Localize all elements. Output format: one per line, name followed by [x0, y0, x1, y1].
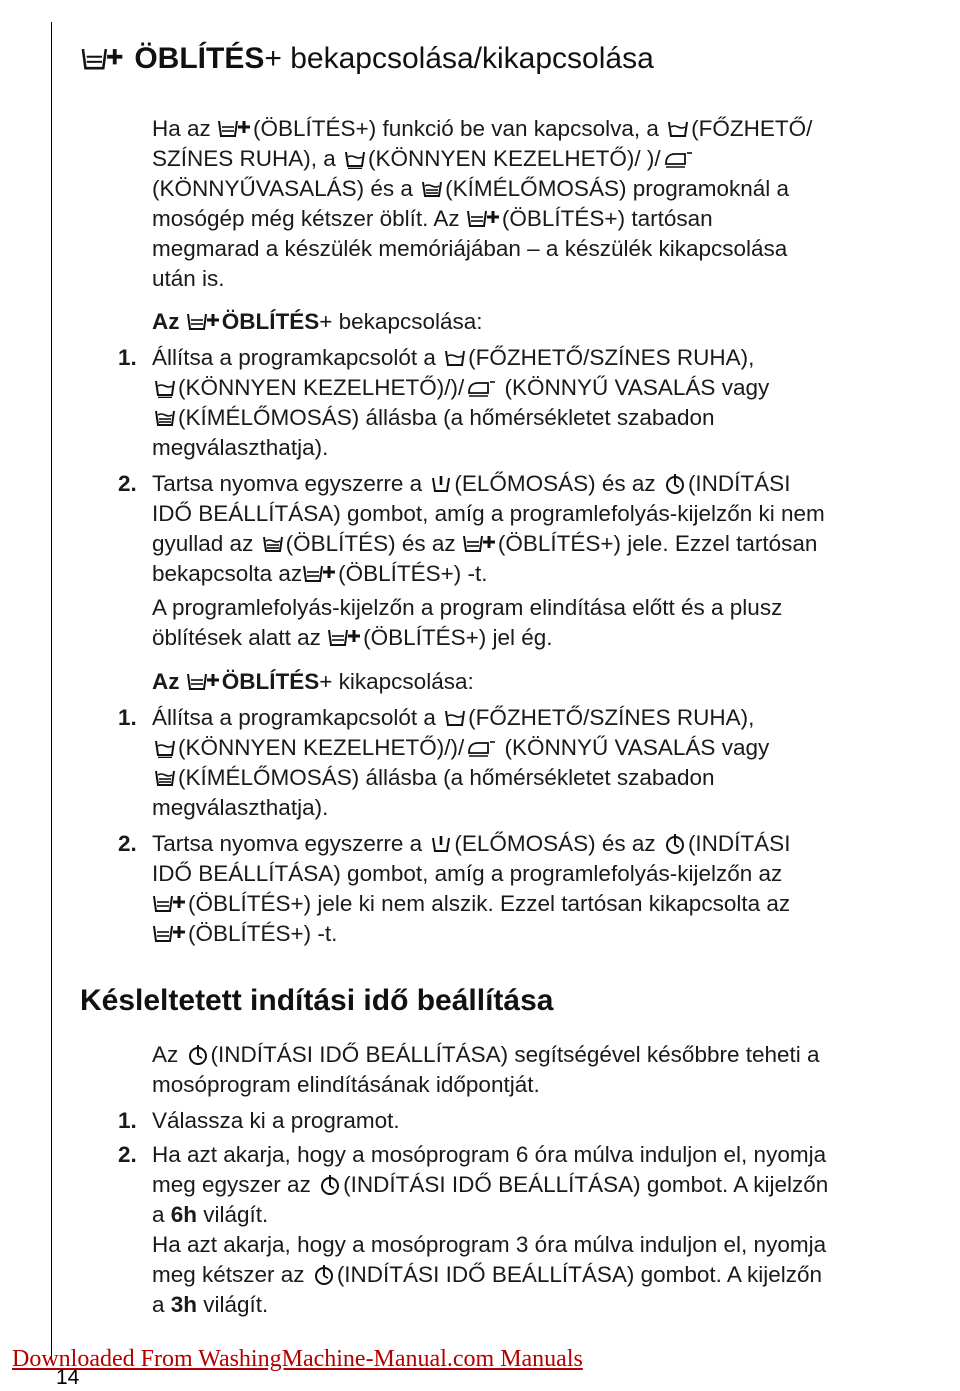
- text-line: megválaszthatja).: [152, 795, 329, 821]
- bold-value: 6h: [170, 1202, 198, 1228]
- easy-care-wash-icon: [344, 149, 366, 169]
- delay-start-icon: [319, 1175, 341, 1195]
- step-text: [152, 343, 938, 463]
- step-text: [152, 829, 938, 949]
- text-line: után is.: [152, 266, 225, 292]
- step-number: 1.: [118, 705, 137, 730]
- delay-start-icon: [664, 834, 686, 854]
- text-line: Válassza ki a programot.: [152, 1108, 400, 1133]
- step-number: 2.: [118, 831, 137, 856]
- easy-iron-icon: [663, 149, 693, 169]
- prewash-icon: [430, 474, 452, 494]
- rinse-plus-icon: [327, 626, 361, 648]
- step-number: 1.: [118, 1108, 137, 1133]
- text-line: Tartsa nyomva egyszerre a (ELŐMOSÁS) és az (INDÍTÁSI: [152, 471, 791, 496]
- subheading-rest: + kikapcsolása:: [319, 669, 474, 694]
- section2-intro: [152, 1040, 932, 1100]
- delicate-wash-icon: [154, 768, 176, 788]
- text-line: meg egyszer az (INDÍTÁSI IDŐ BEÁLLÍTÁSA) gombot. A kijelzőn: [152, 1172, 829, 1198]
- rinse-plus-icon: [302, 562, 336, 584]
- text-line: mosógép még kétszer öblít. Az (ÖBLÍTÉS+) tartósan: [152, 206, 713, 232]
- text-line: (KÖNNYEN KEZELHETŐ)/)/ (KÖNNYŰ VASALÁS vagy: [152, 733, 938, 763]
- delicate-wash-icon: [262, 534, 284, 554]
- step-text: [152, 469, 938, 589]
- bold-value: 3h: [170, 1292, 198, 1318]
- text-line: meg kétszer az (INDÍTÁSI IDŐ BEÁLLÍTÁSA) gombot. A kijelzőn: [152, 1262, 822, 1288]
- cotton-wash-icon: [444, 708, 466, 728]
- rinse-plus-icon: [217, 117, 251, 139]
- text-line: SZÍNES RUHA), a (KÖNNYEN KEZELHETŐ)/ )/: [152, 144, 932, 174]
- text-line: IDŐ BEÁLLÍTÁSA) gombot, amíg a programlefolyás-kijelzőn az: [152, 861, 783, 887]
- margin-rule: [51, 22, 52, 1362]
- text-line: (KÍMÉLŐMOSÁS) állásba (a hőmérsékletet szabadon: [152, 763, 938, 793]
- text-line: öblítések alatt az (ÖBLÍTÉS+) jel ég.: [152, 625, 553, 651]
- easy-iron-icon: [466, 378, 496, 398]
- text-line: (KÖNNYEN KEZELHETŐ)/)/ (KÖNNYŰ VASALÁS vagy: [152, 373, 938, 403]
- rinse-plus-icon: [186, 670, 220, 692]
- rinse-plus-icon: [80, 44, 124, 72]
- delicate-wash-icon: [421, 179, 443, 199]
- section1-note: [152, 593, 932, 653]
- section-heading-rinse-plus: [80, 42, 654, 76]
- subheading-rinse-on: [152, 309, 483, 335]
- step-text: [152, 1106, 938, 1136]
- subheading-rest: + bekapcsolása:: [319, 309, 483, 334]
- rinse-plus-icon: [466, 207, 500, 229]
- easy-care-wash-icon: [154, 738, 176, 758]
- text-line: Ha az (ÖBLÍTÉS+) funkció be van kapcsolva, a (FŐZHETŐ/: [152, 116, 813, 141]
- section1-intro: [152, 114, 932, 295]
- prewash-icon: [430, 834, 452, 854]
- step-item: [118, 343, 938, 463]
- text-line: a 6h világít.: [152, 1202, 269, 1228]
- subheading-prefix: Az: [152, 309, 186, 334]
- text-line: bekapcsolta az (ÖBLÍTÉS+) -t.: [152, 561, 488, 587]
- text-line: Ha azt akarja, hogy a mosóprogram 3 óra múlva induljon el, nyomja: [152, 1232, 827, 1258]
- step-text: [152, 703, 938, 823]
- text-line: Ha azt akarja, hogy a mosóprogram 6 óra múlva induljon el, nyomja: [152, 1142, 827, 1167]
- text-line: Állítsa a programkapcsolót a (FŐZHETŐ/SZÍNES RUHA),: [152, 345, 755, 370]
- text-line: megválaszthatja).: [152, 435, 329, 461]
- step-item: [118, 1140, 938, 1321]
- step-text: [152, 1140, 938, 1321]
- easy-iron-icon: [466, 738, 496, 758]
- text-line: megmarad a készülék memóriájában – a készülék kikapcsolása: [152, 236, 788, 262]
- step-number: 2.: [118, 1142, 137, 1167]
- step-number: 2.: [118, 471, 137, 496]
- subheading-prefix: Az: [152, 669, 186, 694]
- rinse-plus-icon: [152, 922, 186, 944]
- rinse-plus-icon: [462, 532, 496, 554]
- section-heading-delay-start: [80, 984, 553, 1018]
- text-line: IDŐ BEÁLLÍTÁSA) gombot, amíg a programlefolyás-kijelzőn ki nem: [152, 501, 825, 527]
- text-line: mosóprogram elindításának időpontját.: [152, 1072, 540, 1098]
- heading-main: Késleltetett indítási idő beállítása: [80, 984, 554, 1017]
- text-line: (ÖBLÍTÉS+) jele ki nem alszik. Ezzel tartósan kikapcsolta az: [152, 889, 938, 919]
- text-line: Állítsa a programkapcsolót a (FŐZHETŐ/SZÍNES RUHA),: [152, 705, 755, 730]
- heading-main: ÖBLÍTÉS: [134, 42, 265, 75]
- page-number: 14: [56, 1366, 80, 1389]
- step-item: [118, 829, 938, 949]
- download-source-link[interactable]: Downloaded From WashingMachine-Manual.com Manuals: [12, 1346, 583, 1372]
- subheading-main: ÖBLÍTÉS: [221, 309, 320, 334]
- text-line: (KÖNNYŰVASALÁS) és a (KÍMÉLŐMOSÁS) programoknál a: [152, 176, 790, 202]
- text-line: Az (INDÍTÁSI IDŐ BEÁLLÍTÁSA) segítségével későbbre teheti a: [152, 1042, 820, 1067]
- delay-start-icon: [313, 1265, 335, 1285]
- step-item: [118, 703, 938, 823]
- heading-rest: + bekapcsolása/kikapcsolása: [264, 42, 654, 75]
- text-line: Tartsa nyomva egyszerre a (ELŐMOSÁS) és az (INDÍTÁSI: [152, 831, 791, 856]
- text-line: gyullad az (ÖBLÍTÉS) és az (ÖBLÍTÉS+) jele. Ezzel tartósan: [152, 531, 818, 557]
- subheading-rinse-off: [152, 669, 474, 695]
- text-line: a 3h világít.: [152, 1292, 269, 1318]
- cotton-wash-icon: [667, 119, 689, 139]
- rinse-plus-icon: [152, 892, 186, 914]
- step-number: 1.: [118, 345, 137, 370]
- delay-start-icon: [187, 1045, 209, 1065]
- delay-start-icon: [664, 474, 686, 494]
- delicate-wash-icon: [154, 408, 176, 428]
- rinse-plus-icon: [186, 310, 220, 332]
- text-line: (ÖBLÍTÉS+) -t.: [152, 919, 938, 949]
- subheading-main: ÖBLÍTÉS: [221, 669, 320, 694]
- cotton-wash-icon: [444, 348, 466, 368]
- text-line: A programlefolyás-kijelzőn a program elindítása előtt és a plusz: [152, 595, 783, 620]
- text-line: (KÍMÉLŐMOSÁS) állásba (a hőmérsékletet szabadon: [152, 403, 938, 433]
- easy-care-wash-icon: [154, 378, 176, 398]
- step-item: [118, 469, 938, 589]
- step-item: [118, 1106, 938, 1136]
